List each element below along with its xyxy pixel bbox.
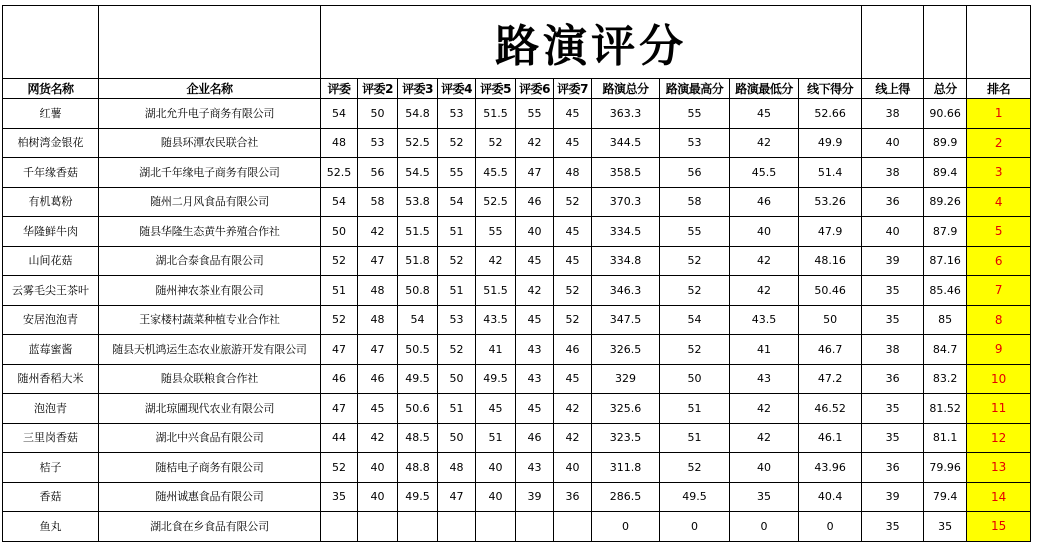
score-cell[interactable]: 48 <box>358 305 398 335</box>
score-cell[interactable]: 51.5 <box>476 276 516 306</box>
score-cell[interactable]: 47.9 <box>799 217 862 247</box>
score-cell[interactable]: 43.5 <box>730 305 799 335</box>
score-cell[interactable]: 46.7 <box>799 335 862 365</box>
score-cell[interactable]: 48 <box>358 276 398 306</box>
score-cell[interactable] <box>476 512 516 542</box>
score-cell[interactable]: 51 <box>438 276 476 306</box>
sheet-title: 路演评分 <box>321 6 862 79</box>
score-cell[interactable]: 54 <box>398 305 438 335</box>
score-cell[interactable] <box>398 512 438 542</box>
score-cell[interactable]: 35 <box>924 512 967 542</box>
score-cell[interactable]: 50 <box>358 99 398 129</box>
score-cell[interactable]: 52 <box>438 335 476 365</box>
score-cell[interactable]: 50.8 <box>398 276 438 306</box>
score-cell[interactable]: 42 <box>358 423 398 453</box>
score-cell[interactable]: 50 <box>799 305 862 335</box>
column-header[interactable]: 企业名称 <box>99 79 321 99</box>
product-name-cell[interactable]: 随州香稻大米 <box>3 364 99 394</box>
score-cell[interactable]: 39 <box>862 246 924 276</box>
score-cell[interactable]: 53.8 <box>398 187 438 217</box>
score-cell[interactable]: 46.1 <box>799 423 862 453</box>
score-cell[interactable]: 47 <box>438 482 476 512</box>
score-cell[interactable]: 38 <box>862 158 924 188</box>
score-cell[interactable]: 45 <box>554 246 592 276</box>
table-row <box>3 364 1031 394</box>
score-cell[interactable]: 50 <box>660 364 730 394</box>
score-cell[interactable]: 45 <box>554 364 592 394</box>
rank-cell[interactable]: 13 <box>967 453 1031 483</box>
company-name-cell[interactable]: 随州神农茶业有限公司 <box>99 276 321 306</box>
score-cell[interactable]: 35 <box>862 512 924 542</box>
score-cell[interactable]: 51 <box>660 423 730 453</box>
score-cell[interactable]: 0 <box>799 512 862 542</box>
score-cell[interactable]: 334.8 <box>592 246 660 276</box>
score-cell[interactable]: 49.5 <box>398 482 438 512</box>
column-header[interactable]: 评委2 <box>358 79 398 99</box>
score-cell[interactable]: 42 <box>358 217 398 247</box>
company-name-cell[interactable]: 王家楼村蔬菜种植专业合作社 <box>99 305 321 335</box>
score-cell[interactable] <box>321 512 358 542</box>
company-name-cell[interactable]: 随桔电子商务有限公司 <box>99 453 321 483</box>
score-cell[interactable]: 47 <box>358 246 398 276</box>
score-cell[interactable]: 89.26 <box>924 187 967 217</box>
score-cell[interactable]: 58 <box>660 187 730 217</box>
score-cell[interactable]: 47 <box>321 394 358 424</box>
score-cell[interactable]: 52.5 <box>398 128 438 158</box>
table-row <box>3 305 1031 335</box>
column-header[interactable]: 路演最高分 <box>660 79 730 99</box>
blank-cell[interactable] <box>924 6 967 79</box>
score-cell[interactable]: 55 <box>516 99 554 129</box>
blank-cell[interactable] <box>967 6 1031 79</box>
column-header[interactable]: 路演最低分 <box>730 79 799 99</box>
score-cell[interactable]: 52 <box>660 276 730 306</box>
header-row <box>3 79 1031 99</box>
company-name-cell[interactable]: 湖北千年缘电子商务有限公司 <box>99 158 321 188</box>
score-cell[interactable]: 45 <box>516 394 554 424</box>
company-name-cell[interactable]: 湖北合泰食品有限公司 <box>99 246 321 276</box>
score-cell[interactable]: 42 <box>730 128 799 158</box>
rank-cell[interactable]: 10 <box>967 364 1031 394</box>
column-header[interactable]: 网货名称 <box>3 79 99 99</box>
rank-cell[interactable]: 7 <box>967 276 1031 306</box>
score-cell[interactable]: 52 <box>321 453 358 483</box>
column-header[interactable]: 评委3 <box>398 79 438 99</box>
score-cell[interactable]: 81.1 <box>924 423 967 453</box>
score-cell[interactable]: 45 <box>730 99 799 129</box>
column-header[interactable]: 排名 <box>967 79 1031 99</box>
score-cell[interactable]: 35 <box>862 305 924 335</box>
score-cell[interactable]: 0 <box>592 512 660 542</box>
score-cell[interactable]: 87.16 <box>924 246 967 276</box>
score-cell[interactable]: 50 <box>438 423 476 453</box>
table-row <box>3 187 1031 217</box>
score-cell[interactable]: 58 <box>358 187 398 217</box>
score-cell[interactable]: 52.66 <box>799 99 862 129</box>
score-cell[interactable]: 49.5 <box>398 364 438 394</box>
table-row <box>3 423 1031 453</box>
product-name-cell[interactable]: 有机葛粉 <box>3 187 99 217</box>
score-cell[interactable]: 40 <box>476 482 516 512</box>
column-header[interactable]: 线下得分 <box>799 79 862 99</box>
score-cell[interactable]: 311.8 <box>592 453 660 483</box>
column-header[interactable]: 评委6 <box>516 79 554 99</box>
score-cell[interactable]: 39 <box>862 482 924 512</box>
score-cell[interactable]: 323.5 <box>592 423 660 453</box>
table-row <box>3 128 1031 158</box>
score-cell[interactable]: 43 <box>516 335 554 365</box>
score-cell[interactable]: 81.52 <box>924 394 967 424</box>
score-cell[interactable]: 41 <box>730 335 799 365</box>
score-cell[interactable]: 53 <box>438 99 476 129</box>
score-cell[interactable]: 46.52 <box>799 394 862 424</box>
score-cell[interactable]: 51 <box>660 394 730 424</box>
score-cell[interactable]: 40 <box>476 453 516 483</box>
company-name-cell[interactable]: 随县众联粮食合作社 <box>99 364 321 394</box>
score-cell[interactable]: 54.8 <box>398 99 438 129</box>
column-header[interactable]: 评委 <box>321 79 358 99</box>
score-cell[interactable] <box>516 512 554 542</box>
product-name-cell[interactable]: 三里岗香菇 <box>3 423 99 453</box>
score-cell[interactable]: 52 <box>321 246 358 276</box>
score-cell[interactable] <box>358 512 398 542</box>
score-cell[interactable]: 55 <box>660 99 730 129</box>
table-row <box>3 217 1031 247</box>
score-cell[interactable]: 54 <box>321 99 358 129</box>
score-cell[interactable]: 55 <box>660 217 730 247</box>
score-table <box>2 5 1031 542</box>
column-header[interactable]: 总分 <box>924 79 967 99</box>
table-row <box>3 394 1031 424</box>
table-row <box>3 482 1031 512</box>
product-name-cell[interactable]: 泡泡青 <box>3 394 99 424</box>
score-cell[interactable]: 41 <box>476 335 516 365</box>
score-cell[interactable]: 43 <box>516 453 554 483</box>
score-cell[interactable]: 50.46 <box>799 276 862 306</box>
score-cell[interactable]: 90.66 <box>924 99 967 129</box>
column-header[interactable]: 评委5 <box>476 79 516 99</box>
score-cell[interactable] <box>438 512 476 542</box>
score-cell[interactable]: 51.4 <box>799 158 862 188</box>
score-cell[interactable]: 49.5 <box>476 364 516 394</box>
table-row <box>3 158 1031 188</box>
score-cell[interactable]: 48 <box>321 128 358 158</box>
score-cell[interactable]: 52 <box>660 335 730 365</box>
score-cell[interactable]: 47 <box>321 335 358 365</box>
score-cell[interactable]: 40 <box>730 453 799 483</box>
blank-cell[interactable] <box>3 6 99 79</box>
score-cell[interactable]: 79.4 <box>924 482 967 512</box>
score-cell[interactable]: 40 <box>358 453 398 483</box>
score-cell[interactable]: 35 <box>862 394 924 424</box>
score-cell[interactable]: 286.5 <box>592 482 660 512</box>
score-cell[interactable]: 45 <box>516 305 554 335</box>
score-cell[interactable]: 325.6 <box>592 394 660 424</box>
score-cell[interactable]: 85.46 <box>924 276 967 306</box>
company-name-cell[interactable]: 湖北允升电子商务有限公司 <box>99 99 321 129</box>
score-cell[interactable]: 51 <box>438 217 476 247</box>
score-cell[interactable]: 45 <box>554 217 592 247</box>
table-row <box>3 512 1031 542</box>
score-cell[interactable]: 43 <box>730 364 799 394</box>
score-cell[interactable]: 43 <box>516 364 554 394</box>
score-cell[interactable]: 45.5 <box>730 158 799 188</box>
score-cell[interactable]: 52 <box>554 276 592 306</box>
score-cell[interactable]: 46 <box>358 364 398 394</box>
score-cell[interactable]: 54.5 <box>398 158 438 188</box>
score-cell[interactable]: 53.26 <box>799 187 862 217</box>
blank-cell[interactable] <box>862 6 924 79</box>
score-cell[interactable]: 36 <box>554 482 592 512</box>
score-cell[interactable]: 47 <box>358 335 398 365</box>
product-name-cell[interactable]: 安居泡泡青 <box>3 305 99 335</box>
score-cell[interactable]: 55 <box>438 158 476 188</box>
score-cell[interactable]: 52 <box>660 453 730 483</box>
score-cell[interactable]: 45 <box>554 128 592 158</box>
score-cell[interactable]: 54 <box>321 187 358 217</box>
product-name-cell[interactable]: 柏树湾金银花 <box>3 128 99 158</box>
score-cell[interactable]: 50.5 <box>398 335 438 365</box>
score-cell[interactable]: 42 <box>730 394 799 424</box>
score-cell[interactable]: 47 <box>516 158 554 188</box>
rank-cell[interactable]: 3 <box>967 158 1031 188</box>
score-cell[interactable]: 346.3 <box>592 276 660 306</box>
score-cell[interactable]: 38 <box>862 335 924 365</box>
score-cell[interactable]: 53 <box>358 128 398 158</box>
product-name-cell[interactable]: 云雾毛尖王茶叶 <box>3 276 99 306</box>
score-cell[interactable]: 51.8 <box>398 246 438 276</box>
company-name-cell[interactable]: 随州二月风食品有限公司 <box>99 187 321 217</box>
rank-cell[interactable]: 1 <box>967 99 1031 129</box>
company-name-cell[interactable]: 随州诚惠食品有限公司 <box>99 482 321 512</box>
product-name-cell[interactable]: 香菇 <box>3 482 99 512</box>
score-cell[interactable]: 40 <box>516 217 554 247</box>
score-cell[interactable]: 35 <box>321 482 358 512</box>
column-header[interactable]: 评委4 <box>438 79 476 99</box>
rank-cell[interactable]: 4 <box>967 187 1031 217</box>
title-row <box>3 6 1031 79</box>
product-name-cell[interactable]: 红薯 <box>3 99 99 129</box>
score-cell[interactable]: 52 <box>554 187 592 217</box>
score-cell[interactable]: 347.5 <box>592 305 660 335</box>
score-cell[interactable]: 329 <box>592 364 660 394</box>
score-cell[interactable]: 51 <box>476 423 516 453</box>
score-cell[interactable]: 43.96 <box>799 453 862 483</box>
product-name-cell[interactable]: 华隆鲜牛肉 <box>3 217 99 247</box>
column-header[interactable]: 线上得 <box>862 79 924 99</box>
score-cell[interactable]: 42 <box>730 246 799 276</box>
company-name-cell[interactable]: 湖北食在乡食品有限公司 <box>99 512 321 542</box>
score-cell[interactable]: 46 <box>516 423 554 453</box>
score-cell[interactable]: 51 <box>321 276 358 306</box>
column-header[interactable]: 评委7 <box>554 79 592 99</box>
score-cell[interactable]: 40.4 <box>799 482 862 512</box>
score-cell[interactable]: 46 <box>516 187 554 217</box>
table-row <box>3 335 1031 365</box>
product-name-cell[interactable]: 蓝莓蜜酱 <box>3 335 99 365</box>
score-cell[interactable]: 36 <box>862 453 924 483</box>
score-cell[interactable]: 43.5 <box>476 305 516 335</box>
score-cell[interactable]: 52.5 <box>476 187 516 217</box>
score-cell[interactable]: 39 <box>516 482 554 512</box>
score-cell[interactable]: 47.2 <box>799 364 862 394</box>
product-name-cell[interactable]: 山间花菇 <box>3 246 99 276</box>
score-cell[interactable]: 40 <box>358 482 398 512</box>
score-cell[interactable]: 36 <box>862 364 924 394</box>
rank-cell[interactable]: 12 <box>967 423 1031 453</box>
table-row <box>3 246 1031 276</box>
score-cell[interactable]: 334.5 <box>592 217 660 247</box>
score-cell[interactable]: 45 <box>358 394 398 424</box>
score-cell[interactable]: 48.5 <box>398 423 438 453</box>
score-cell[interactable]: 42 <box>516 128 554 158</box>
table-row <box>3 276 1031 306</box>
score-cell[interactable]: 40 <box>554 453 592 483</box>
score-cell[interactable]: 56 <box>358 158 398 188</box>
score-cell[interactable]: 53 <box>660 128 730 158</box>
score-cell[interactable]: 53 <box>438 305 476 335</box>
score-cell[interactable]: 48 <box>554 158 592 188</box>
rank-cell[interactable]: 8 <box>967 305 1031 335</box>
score-cell[interactable]: 42 <box>516 276 554 306</box>
score-cell[interactable]: 50 <box>321 217 358 247</box>
company-name-cell[interactable]: 随县天机鸿运生态农业旅游开发有限公司 <box>99 335 321 365</box>
score-cell[interactable]: 46 <box>730 187 799 217</box>
score-cell[interactable]: 52 <box>438 246 476 276</box>
company-name-cell[interactable]: 湖北琼圃现代农业有限公司 <box>99 394 321 424</box>
table-row <box>3 99 1031 129</box>
score-cell[interactable]: 36 <box>862 187 924 217</box>
rank-cell[interactable]: 9 <box>967 335 1031 365</box>
score-cell[interactable]: 0 <box>660 512 730 542</box>
score-cell[interactable]: 48 <box>438 453 476 483</box>
score-cell[interactable]: 42 <box>554 423 592 453</box>
score-cell[interactable]: 52 <box>660 246 730 276</box>
score-cell[interactable]: 326.5 <box>592 335 660 365</box>
product-name-cell[interactable]: 千年缘香菇 <box>3 158 99 188</box>
rank-cell[interactable]: 5 <box>967 217 1031 247</box>
score-cell[interactable]: 56 <box>660 158 730 188</box>
score-cell[interactable]: 0 <box>730 512 799 542</box>
company-name-cell[interactable]: 湖北中兴食品有限公司 <box>99 423 321 453</box>
score-cell[interactable]: 79.96 <box>924 453 967 483</box>
score-cell[interactable]: 42 <box>554 394 592 424</box>
score-cell[interactable]: 89.4 <box>924 158 967 188</box>
score-cell[interactable]: 363.3 <box>592 99 660 129</box>
score-cell[interactable]: 52.5 <box>321 158 358 188</box>
rank-cell[interactable]: 15 <box>967 512 1031 542</box>
score-cell[interactable]: 45.5 <box>476 158 516 188</box>
score-cell[interactable]: 42 <box>730 276 799 306</box>
score-cell[interactable]: 45 <box>554 99 592 129</box>
score-cell[interactable]: 40 <box>862 128 924 158</box>
score-cell[interactable]: 51.5 <box>398 217 438 247</box>
column-header[interactable]: 路演总分 <box>592 79 660 99</box>
score-cell[interactable]: 35 <box>862 276 924 306</box>
score-cell[interactable]: 55 <box>476 217 516 247</box>
score-cell[interactable]: 52 <box>476 128 516 158</box>
score-cell[interactable]: 51 <box>438 394 476 424</box>
product-name-cell[interactable]: 鱼丸 <box>3 512 99 542</box>
score-cell[interactable]: 52 <box>321 305 358 335</box>
table-row <box>3 453 1031 483</box>
score-cell[interactable]: 54 <box>660 305 730 335</box>
rank-cell[interactable]: 6 <box>967 246 1031 276</box>
score-cell[interactable]: 35 <box>862 423 924 453</box>
score-cell[interactable]: 344.5 <box>592 128 660 158</box>
score-cell[interactable]: 89.9 <box>924 128 967 158</box>
score-cell[interactable]: 370.3 <box>592 187 660 217</box>
rank-cell[interactable]: 11 <box>967 394 1031 424</box>
score-cell[interactable] <box>554 512 592 542</box>
score-cell[interactable]: 45 <box>516 246 554 276</box>
rank-cell[interactable]: 2 <box>967 128 1031 158</box>
blank-cell[interactable] <box>99 6 321 79</box>
company-name-cell[interactable]: 随县环潭农民联合社 <box>99 128 321 158</box>
score-cell[interactable]: 50.6 <box>398 394 438 424</box>
score-cell[interactable]: 49.9 <box>799 128 862 158</box>
score-cell[interactable]: 45 <box>476 394 516 424</box>
score-cell[interactable]: 52 <box>438 128 476 158</box>
score-cell[interactable]: 40 <box>730 217 799 247</box>
score-cell[interactable]: 52 <box>554 305 592 335</box>
score-cell[interactable]: 38 <box>862 99 924 129</box>
score-cell[interactable]: 85 <box>924 305 967 335</box>
score-cell[interactable]: 48.16 <box>799 246 862 276</box>
score-cell[interactable]: 46 <box>554 335 592 365</box>
score-cell[interactable]: 44 <box>321 423 358 453</box>
score-cell[interactable]: 50 <box>438 364 476 394</box>
score-cell[interactable]: 83.2 <box>924 364 967 394</box>
score-cell[interactable]: 358.5 <box>592 158 660 188</box>
score-cell[interactable]: 46 <box>321 364 358 394</box>
score-cell[interactable]: 87.9 <box>924 217 967 247</box>
score-cell[interactable]: 49.5 <box>660 482 730 512</box>
score-cell[interactable]: 51.5 <box>476 99 516 129</box>
product-name-cell[interactable]: 桔子 <box>3 453 99 483</box>
score-cell[interactable]: 54 <box>438 187 476 217</box>
score-cell[interactable]: 42 <box>730 423 799 453</box>
score-cell[interactable]: 84.7 <box>924 335 967 365</box>
rank-cell[interactable]: 14 <box>967 482 1031 512</box>
company-name-cell[interactable]: 随县华隆生态黄牛养殖合作社 <box>99 217 321 247</box>
score-cell[interactable]: 35 <box>730 482 799 512</box>
score-cell[interactable]: 48.8 <box>398 453 438 483</box>
score-cell[interactable]: 40 <box>862 217 924 247</box>
score-cell[interactable]: 42 <box>476 246 516 276</box>
